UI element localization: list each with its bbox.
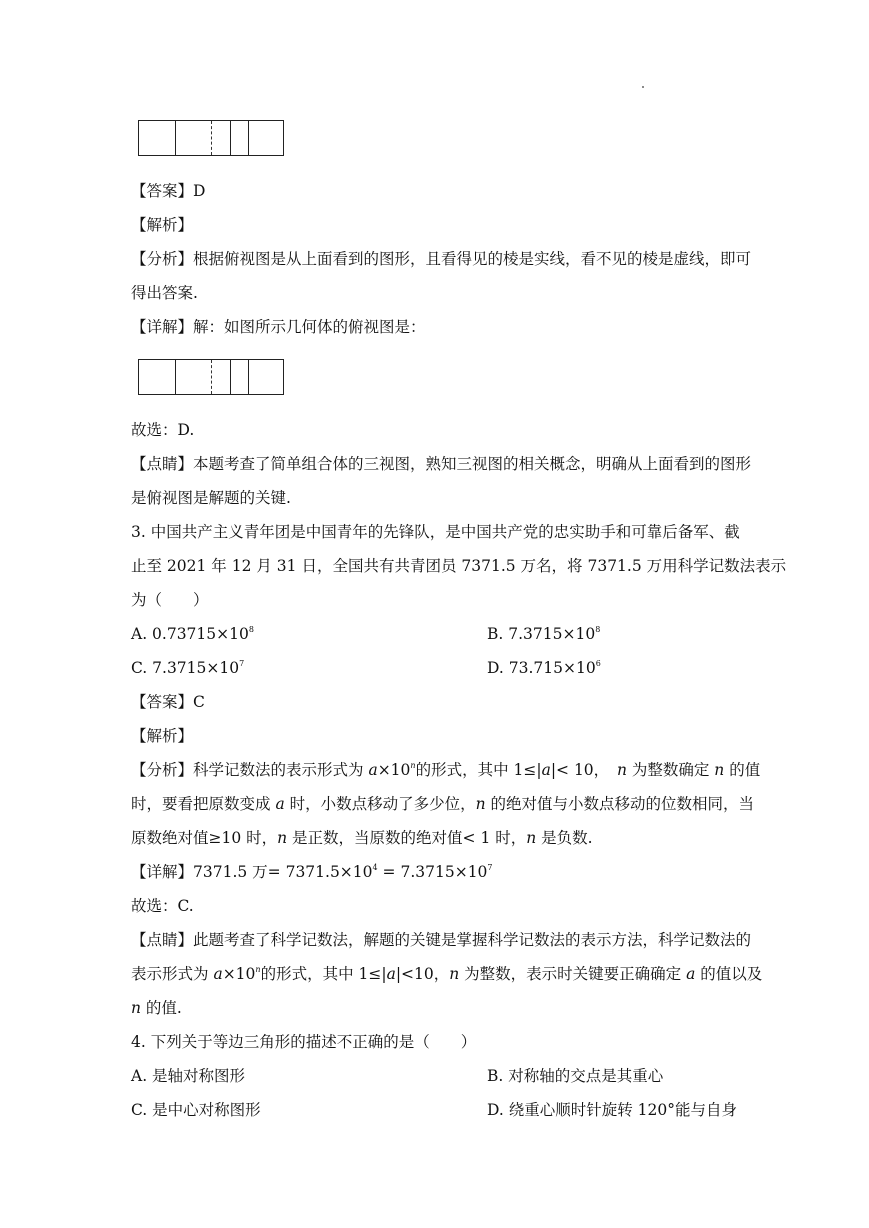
top-view-figure-lower [138,359,284,395]
figure-edge [175,121,176,155]
q3-analysis-heading: 【解析】 [131,727,194,745]
q4-option-d: D. 绕重心顺时针旋转 120°能与自身 [487,1101,737,1119]
q4-stem: 4. 下列关于等边三角形的描述不正确的是（ ） [131,1033,477,1051]
q3-fenxi-line2: 时，要看把原数变成 a 时，小数点移动了多少位，n 的绝对值与小数点移动的位数相同，当 [131,795,755,813]
q3-option-c: C. $7.3715\times 10^7$ [131,659,245,677]
figure-edge [248,121,249,155]
q2-analysis-heading: 【解析】 [131,216,194,234]
q3-stem-line1: 3. 中国共产主义青年团是中国青年的先锋队，是中国共产党的忠实助手和可靠后备军、截 [131,523,740,541]
q2-answer: 【答案】D [131,182,206,200]
q3-option-b: B. $7.3715\times 10^8$ [487,625,601,643]
q4-option-a: A. 是轴对称图形 [131,1067,246,1085]
q2-dianjing-line1: 【点睛】本题考查了简单组合体的三视图，熟知三视图的相关概念，明确从上面看到的图形 [131,455,752,473]
q4-options-row1 [131,1066,741,1086]
q3-stem-line2: 止至 2021 年 12 月 31 日，全国共有共青团员 7371.5 万名，将 7371.5 万用科学记数法表示 [131,557,787,575]
q3-dianjing-line1: 【点睛】此题考查了科学记数法，解题的关键是掌握科学记数法的表示方法，科学记数法的 [131,931,752,949]
q3-fenxi-line1: 【分析】科学记数法的表示形式为 $a\times 10^n$的形式，其中 1≤|a|< 10， n 为整数确定 n 的值 [131,761,761,779]
q3-stem-line3: 为（ ） [131,591,209,609]
q3-option-a: A. $0.73715\times 10^8$ [131,625,254,643]
q4-option-b: B. 对称轴的交点是其重心 [487,1067,664,1085]
q2-fenxi-line2: 得出答案. [131,284,198,302]
q3-choice: 故选：C. [131,897,194,915]
figure-edge [230,360,231,394]
q3-xiangjie: 【详解】7371.5 万= $7371.5\times 10^4 = 7.3715\times 10^7$ [131,863,493,881]
q4-options-row2 [131,1100,741,1120]
q3-options-row1 [131,624,741,644]
q3-options-row2 [131,658,741,678]
q2-fenxi-line1: 【分析】根据俯视图是从上面看到的图形，且看得见的棱是实线，看不见的棱是虚线，即可 [131,250,752,268]
q3-dianjing-line3: n 的值. [131,999,182,1017]
figure-hidden-edge [211,121,212,155]
top-view-figure-upper [138,120,284,156]
q2-xiangjie: 【详解】解：如图所示几何体的俯视图是： [131,318,426,336]
q3-dianjing-line2: 表示形式为 $a\times 10^n$的形式，其中 1≤|a|<10，n 为整数，表示时关键要正确确定 a 的值以及 [131,965,763,983]
q3-option-d: D. $73.715\times 10^6$ [487,659,601,677]
q2-dianjing-line2: 是俯视图是解题的关键. [131,489,291,507]
q2-choice: 故选：D. [131,421,195,439]
figure-edge [230,121,231,155]
q3-fenxi-line3: 原数绝对值≥10 时，n 是正数，当原数的绝对值< 1 时，n 是负数. [131,829,593,847]
q4-option-c: C. 是中心对称图形 [131,1101,261,1119]
figure-edge [248,360,249,394]
figure-edge [175,360,176,394]
q3-answer: 【答案】C [131,693,205,711]
speck-mark [642,86,644,88]
figure-hidden-edge [211,360,212,394]
